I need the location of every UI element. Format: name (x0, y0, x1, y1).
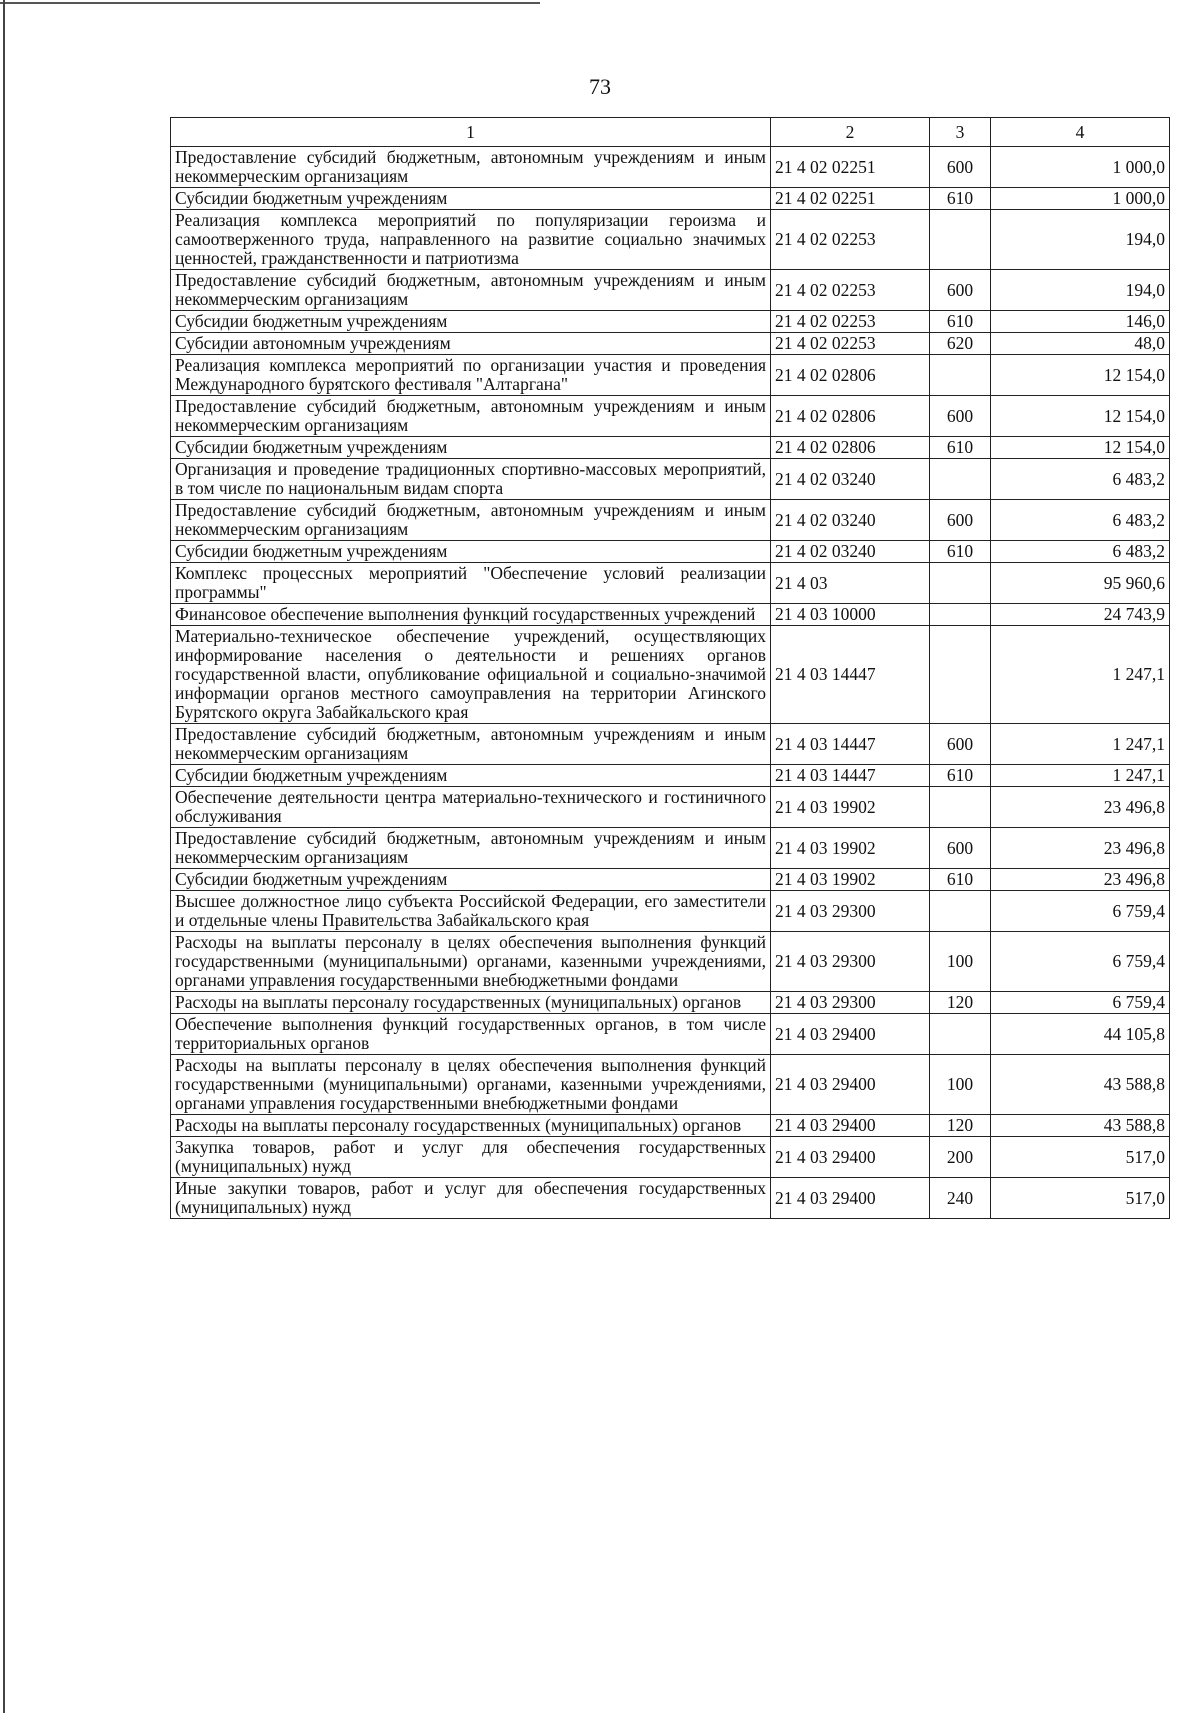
table-row (171, 891, 1170, 932)
row-code-cell: 21 4 03 14447 (771, 765, 930, 787)
row-code-cell: 21 4 02 03240 (771, 459, 930, 500)
row-sum-cell: 12 154,0 (991, 355, 1170, 396)
table-row (171, 869, 1170, 891)
row-code-cell: 21 4 02 02806 (771, 396, 930, 437)
table-row (171, 604, 1170, 626)
row-sum-cell: 1 000,0 (991, 188, 1170, 210)
row-sum-cell: 43 588,8 (991, 1115, 1170, 1137)
table-row (171, 765, 1170, 787)
table-row (171, 828, 1170, 869)
row-name-cell: Расходы на выплаты персоналу государственных (муниципальных) органов (171, 992, 771, 1014)
table-row (171, 1115, 1170, 1137)
row-expense-type-cell (930, 604, 991, 626)
row-expense-type-cell: 620 (930, 333, 991, 355)
scan-edge-left (3, 0, 5, 1713)
row-sum-cell: 6 759,4 (991, 932, 1170, 992)
row-expense-type-cell (930, 626, 991, 724)
row-code-cell: 21 4 03 14447 (771, 724, 930, 765)
row-name-cell: Реализация комплекса мероприятий по организации участия и проведения Международного бурятского фестиваля "Алтаргана" (171, 355, 771, 396)
row-sum-cell: 48,0 (991, 333, 1170, 355)
row-name-cell: Материально-техническое обеспечение учреждений, осуществляющих информирование населения о деятельности и решениях органов государственной власти, опубликование официальной и социально-значимой информации органов местного самоуправления на территории Агинского Бурятского округа Забайкальского края (171, 626, 771, 724)
row-code-cell: 21 4 03 29300 (771, 992, 930, 1014)
row-code-cell: 21 4 02 02253 (771, 210, 930, 270)
row-expense-type-cell: 610 (930, 869, 991, 891)
row-code-cell: 21 4 03 19902 (771, 787, 930, 828)
page-number: 73 (589, 74, 611, 99)
row-name-cell: Организация и проведение традиционных спортивно-массовых мероприятий, в том числе по национальным видам спорта (171, 459, 771, 500)
row-code-cell: 21 4 03 29400 (771, 1055, 930, 1115)
row-expense-type-cell: 600 (930, 147, 991, 188)
row-code-cell: 21 4 03 19902 (771, 869, 930, 891)
row-code-cell: 21 4 02 02251 (771, 147, 930, 188)
row-sum-cell: 517,0 (991, 1137, 1170, 1178)
table-row (171, 563, 1170, 604)
row-code-cell: 21 4 03 (771, 563, 930, 604)
row-name-cell: Иные закупки товаров, работ и услуг для обеспечения государственных (муниципальных) нужд (171, 1178, 771, 1219)
table-row (171, 396, 1170, 437)
table-row (171, 311, 1170, 333)
row-code-cell: 21 4 03 29300 (771, 891, 930, 932)
table-row (171, 270, 1170, 311)
header-row (171, 118, 1170, 147)
table-row (171, 333, 1170, 355)
row-expense-type-cell: 120 (930, 992, 991, 1014)
row-code-cell: 21 4 02 03240 (771, 500, 930, 541)
row-expense-type-cell: 240 (930, 1178, 991, 1219)
table-header (171, 118, 1170, 147)
table-row (171, 787, 1170, 828)
row-sum-cell: 6 483,2 (991, 459, 1170, 500)
row-expense-type-cell (930, 210, 991, 270)
row-code-cell: 21 4 02 03240 (771, 541, 930, 563)
table-row (171, 932, 1170, 992)
table-row (171, 437, 1170, 459)
row-name-cell: Субсидии бюджетным учреждениям (171, 188, 771, 210)
table-row (171, 500, 1170, 541)
row-code-cell: 21 4 03 29300 (771, 932, 930, 992)
row-name-cell: Расходы на выплаты персоналу в целях обеспечения выполнения функций государственными (муниципальными) органами, казенными учреждениями, органами управления государственными внебюджетными фондами (171, 932, 771, 992)
row-name-cell: Субсидии бюджетным учреждениям (171, 869, 771, 891)
row-name-cell: Расходы на выплаты персоналу государственных (муниципальных) органов (171, 1115, 771, 1137)
row-name-cell: Обеспечение выполнения функций государственных органов, в том числе территориальных органов (171, 1014, 771, 1055)
row-expense-type-cell: 200 (930, 1137, 991, 1178)
row-sum-cell: 43 588,8 (991, 1055, 1170, 1115)
row-sum-cell: 23 496,8 (991, 828, 1170, 869)
row-code-cell: 21 4 03 10000 (771, 604, 930, 626)
row-expense-type-cell: 600 (930, 724, 991, 765)
table-row (171, 355, 1170, 396)
row-name-cell: Предоставление субсидий бюджетным, автономным учреждениям и иным некоммерческим организациям (171, 396, 771, 437)
row-sum-cell: 1 247,1 (991, 724, 1170, 765)
row-name-cell: Предоставление субсидий бюджетным, автономным учреждениям и иным некоммерческим организациям (171, 270, 771, 311)
row-code-cell: 21 4 02 02253 (771, 333, 930, 355)
row-name-cell: Высшее должностное лицо субъекта Российской Федерации, его заместители и отдельные члены Правительства Забайкальского края (171, 891, 771, 932)
row-expense-type-cell: 100 (930, 932, 991, 992)
row-expense-type-cell (930, 1014, 991, 1055)
row-expense-type-cell: 600 (930, 500, 991, 541)
row-sum-cell: 6 483,2 (991, 541, 1170, 563)
table-row (171, 1014, 1170, 1055)
row-sum-cell: 194,0 (991, 210, 1170, 270)
row-expense-type-cell: 120 (930, 1115, 991, 1137)
row-name-cell: Комплекс процессных мероприятий "Обеспечение условий реализации программы" (171, 563, 771, 604)
table-row (171, 992, 1170, 1014)
scan-edge-top (0, 2, 540, 4)
row-sum-cell: 517,0 (991, 1178, 1170, 1219)
row-expense-type-cell (930, 355, 991, 396)
row-name-cell: Субсидии бюджетным учреждениям (171, 311, 771, 333)
row-expense-type-cell (930, 563, 991, 604)
row-code-cell: 21 4 03 29400 (771, 1137, 930, 1178)
row-expense-type-cell: 600 (930, 828, 991, 869)
row-name-cell: Субсидии бюджетным учреждениям (171, 765, 771, 787)
row-expense-type-cell (930, 891, 991, 932)
table-row (171, 724, 1170, 765)
row-sum-cell: 6 483,2 (991, 500, 1170, 541)
row-sum-cell: 194,0 (991, 270, 1170, 311)
table-row (171, 147, 1170, 188)
row-expense-type-cell: 610 (930, 311, 991, 333)
table-row (171, 459, 1170, 500)
table-row (171, 210, 1170, 270)
table-row (171, 1137, 1170, 1178)
row-code-cell: 21 4 03 29400 (771, 1014, 930, 1055)
row-expense-type-cell: 600 (930, 270, 991, 311)
row-code-cell: 21 4 02 02253 (771, 270, 930, 311)
row-code-cell: 21 4 03 14447 (771, 626, 930, 724)
row-sum-cell: 6 759,4 (991, 891, 1170, 932)
row-name-cell: Расходы на выплаты персоналу в целях обеспечения выполнения функций государственными (муниципальными) органами, казенными учреждениями, органами управления государственными внебюджетными фондами (171, 1055, 771, 1115)
row-expense-type-cell: 610 (930, 437, 991, 459)
header-col-1: 1 (171, 118, 771, 147)
row-sum-cell: 1 247,1 (991, 626, 1170, 724)
row-sum-cell: 95 960,6 (991, 563, 1170, 604)
row-sum-cell: 1 247,1 (991, 765, 1170, 787)
table-row (171, 1055, 1170, 1115)
row-code-cell: 21 4 02 02253 (771, 311, 930, 333)
row-expense-type-cell (930, 459, 991, 500)
header-col-2: 2 (771, 118, 930, 147)
row-expense-type-cell: 600 (930, 396, 991, 437)
table-row (171, 188, 1170, 210)
row-code-cell: 21 4 03 29400 (771, 1115, 930, 1137)
row-code-cell: 21 4 02 02251 (771, 188, 930, 210)
row-sum-cell: 23 496,8 (991, 787, 1170, 828)
row-name-cell: Субсидии автономным учреждениям (171, 333, 771, 355)
row-name-cell: Реализация комплекса мероприятий по популяризации героизма и самоотверженного труда, направленного на развитие социально значимых ценностей, гражданственности и патриотизма (171, 210, 771, 270)
header-col-4: 4 (991, 118, 1170, 147)
row-sum-cell: 24 743,9 (991, 604, 1170, 626)
row-sum-cell: 1 000,0 (991, 147, 1170, 188)
row-name-cell: Предоставление субсидий бюджетным, автономным учреждениям и иным некоммерческим организациям (171, 500, 771, 541)
row-sum-cell: 23 496,8 (991, 869, 1170, 891)
row-sum-cell: 12 154,0 (991, 437, 1170, 459)
row-code-cell: 21 4 02 02806 (771, 437, 930, 459)
budget-table (170, 117, 1170, 1219)
table-row (171, 626, 1170, 724)
row-name-cell: Субсидии бюджетным учреждениям (171, 541, 771, 563)
row-sum-cell: 12 154,0 (991, 396, 1170, 437)
row-expense-type-cell (930, 787, 991, 828)
row-name-cell: Обеспечение деятельности центра материально-технического и гостиничного обслуживания (171, 787, 771, 828)
row-name-cell: Предоставление субсидий бюджетным, автономным учреждениям и иным некоммерческим организациям (171, 724, 771, 765)
row-name-cell: Субсидии бюджетным учреждениям (171, 437, 771, 459)
row-code-cell: 21 4 03 19902 (771, 828, 930, 869)
row-code-cell: 21 4 03 29400 (771, 1178, 930, 1219)
row-name-cell: Предоставление субсидий бюджетным, автономным учреждениям и иным некоммерческим организациям (171, 828, 771, 869)
table-row (171, 541, 1170, 563)
row-name-cell: Предоставление субсидий бюджетным, автономным учреждениям и иным некоммерческим организациям (171, 147, 771, 188)
row-expense-type-cell: 100 (930, 1055, 991, 1115)
table-body (171, 147, 1170, 1219)
row-code-cell: 21 4 02 02806 (771, 355, 930, 396)
row-expense-type-cell: 610 (930, 765, 991, 787)
row-name-cell: Финансовое обеспечение выполнения функций государственных учреждений (171, 604, 771, 626)
row-expense-type-cell: 610 (930, 541, 991, 563)
row-name-cell: Закупка товаров, работ и услуг для обеспечения государственных (муниципальных) нужд (171, 1137, 771, 1178)
header-col-3: 3 (930, 118, 991, 147)
row-sum-cell: 146,0 (991, 311, 1170, 333)
table-row (171, 1178, 1170, 1219)
row-expense-type-cell: 610 (930, 188, 991, 210)
row-sum-cell: 44 105,8 (991, 1014, 1170, 1055)
row-sum-cell: 6 759,4 (991, 992, 1170, 1014)
